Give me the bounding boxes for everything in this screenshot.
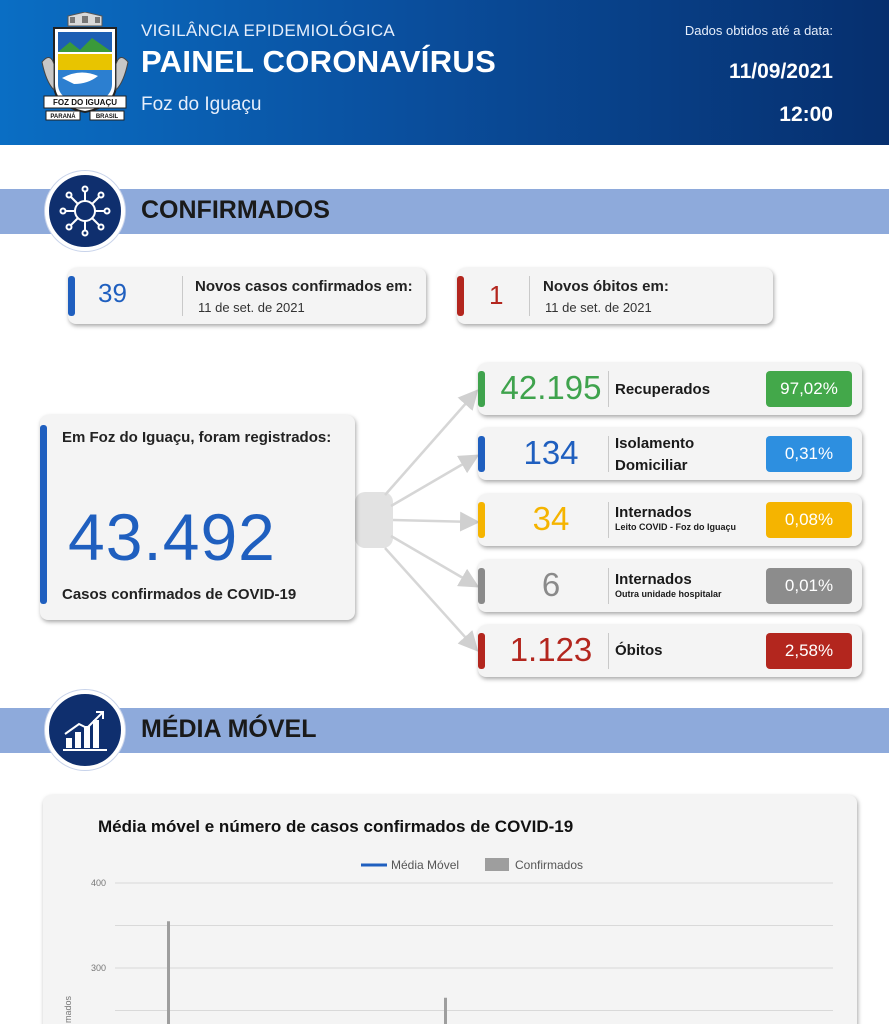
new-cases-value: 39 bbox=[98, 278, 127, 308]
section-title-confirmados: CONFIRMADOS bbox=[141, 196, 330, 224]
stat-label: Internados bbox=[615, 571, 692, 588]
y-axis-label: mados bbox=[63, 995, 73, 1023]
connector-hub bbox=[355, 492, 393, 548]
separator bbox=[608, 436, 609, 472]
bar-confirmados bbox=[167, 921, 170, 1024]
stat-sublabel: Leito COVID - Foz do Iguaçu bbox=[615, 522, 736, 532]
new-cases-label: Novos casos confirmados em: bbox=[195, 278, 413, 295]
chart bbox=[43, 795, 857, 1024]
stat-card-internados-outra bbox=[478, 560, 862, 612]
section-band-media-movel bbox=[0, 708, 889, 753]
legend-confirmados-swatch bbox=[485, 858, 509, 871]
stat-percent-badge: 0,01% bbox=[766, 568, 852, 604]
separator bbox=[608, 633, 609, 669]
new-deaths-label: Novos óbitos em: bbox=[543, 278, 669, 295]
total-label: Em Foz do Iguaçu, foram registrados: bbox=[62, 429, 332, 446]
stat-card-obitos bbox=[478, 625, 862, 677]
date-label: Dados obtidos até a data: bbox=[684, 23, 833, 38]
total-cases-card bbox=[40, 415, 355, 620]
stat-value: 134 bbox=[523, 434, 579, 471]
stat-value: 42.195 bbox=[500, 369, 602, 406]
stat-value: 34 bbox=[532, 500, 570, 537]
arrow-internados-foz bbox=[393, 520, 475, 522]
new-deaths-accent bbox=[457, 276, 464, 316]
separator bbox=[529, 276, 530, 316]
stat-value: 6 bbox=[541, 566, 561, 603]
stat-accent bbox=[478, 436, 485, 472]
stat-card-recuperados bbox=[478, 363, 862, 415]
stat-label: Isolamento bbox=[615, 435, 695, 452]
chart-title: Média móvel e número de casos confirmados de COVID-19 bbox=[98, 817, 574, 836]
chart-card bbox=[43, 795, 857, 1024]
y-tick-label: 300 bbox=[90, 963, 106, 973]
new-deaths-card bbox=[457, 268, 773, 324]
growth-chart-icon bbox=[45, 690, 125, 770]
city-crest-logo bbox=[40, 12, 130, 127]
stat-card-internados-foz bbox=[478, 494, 862, 546]
connector-arrows bbox=[355, 360, 485, 690]
separator bbox=[182, 276, 183, 316]
svg-text:PARANÁ: PARANÁ bbox=[50, 114, 76, 120]
legend-media-movel-label: Média Móvel bbox=[391, 858, 460, 872]
stat-accent bbox=[478, 568, 485, 604]
stat-label-line2: Domiciliar bbox=[615, 457, 688, 474]
new-deaths-value: 1 bbox=[489, 280, 504, 310]
stat-percent-badge: 0,31% bbox=[766, 436, 852, 472]
separator bbox=[608, 568, 609, 604]
stat-label: Internados bbox=[615, 504, 692, 521]
stat-sublabel: Outra unidade hospitalar bbox=[615, 589, 722, 599]
section-title-media-movel: MÉDIA MÓVEL bbox=[141, 715, 317, 743]
virus-icon bbox=[45, 171, 125, 251]
stat-label: Óbitos bbox=[615, 642, 663, 659]
header bbox=[0, 0, 889, 145]
stat-label: Recuperados bbox=[615, 381, 711, 398]
separator bbox=[608, 371, 609, 407]
arrow-recuperados bbox=[385, 393, 475, 495]
stat-percent-badge: 0,08% bbox=[766, 502, 852, 538]
svg-text:BRASIL: BRASIL bbox=[95, 114, 119, 120]
new-cases-accent bbox=[68, 276, 75, 316]
total-accent bbox=[40, 425, 47, 604]
new-deaths-date: 11 de set. de 2021 bbox=[545, 300, 652, 315]
stat-accent bbox=[478, 371, 485, 407]
section-band-confirmados bbox=[0, 189, 889, 234]
y-tick-label: 400 bbox=[90, 878, 106, 888]
total-value: 43.492 bbox=[68, 500, 276, 574]
new-cases-date: 11 de set. de 2021 bbox=[198, 300, 305, 315]
page-title: PAINEL CORONAVÍRUS bbox=[141, 44, 497, 79]
arrow-isolamento bbox=[391, 457, 475, 506]
stat-accent bbox=[478, 633, 485, 669]
data-time: 12:00 bbox=[779, 103, 833, 126]
stat-percent-badge: 2,58% bbox=[766, 633, 852, 669]
bar-confirmados bbox=[444, 998, 447, 1024]
stat-percent-badge: 97,02% bbox=[766, 371, 852, 407]
arrow-obitos bbox=[385, 548, 475, 648]
stat-value: 1.123 bbox=[509, 631, 593, 668]
header-city: Foz do Iguaçu bbox=[141, 94, 262, 115]
legend-confirmados-label: Confirmados bbox=[515, 858, 584, 872]
new-cases-card bbox=[68, 268, 426, 324]
arrow-internados-outra bbox=[391, 536, 475, 585]
header-subtitle: VIGILÂNCIA EPIDEMIOLÓGICA bbox=[141, 21, 396, 40]
total-sublabel: Casos confirmados de COVID-19 bbox=[62, 586, 297, 603]
stat-accent bbox=[478, 502, 485, 538]
svg-text:FOZ DO IGUAÇU: FOZ DO IGUAÇU bbox=[53, 98, 117, 107]
stat-card-isolamento bbox=[478, 428, 862, 480]
separator bbox=[608, 502, 609, 538]
data-date: 11/09/2021 bbox=[729, 60, 833, 83]
